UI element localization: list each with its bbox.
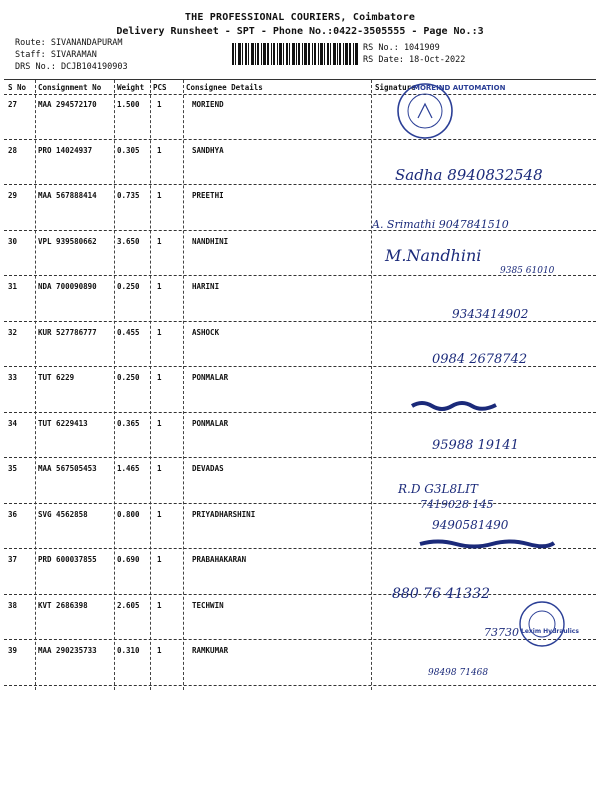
- signature: Sadha 8940832548: [395, 166, 543, 184]
- cell-pcs: 1: [157, 100, 162, 109]
- cell-weight: 0.310: [117, 646, 140, 655]
- col-header-pcs: PCS: [153, 83, 167, 92]
- cell-weight: 0.250: [117, 373, 140, 382]
- cell-consignment: KUR 527786777: [38, 327, 97, 337]
- column-divider: [371, 80, 372, 690]
- cell-sno: 37: [8, 555, 18, 564]
- cell-sno: 31: [8, 282, 18, 291]
- row-rule: [4, 457, 596, 458]
- cell-consignment: SVG 4562858: [38, 509, 88, 519]
- cell-pcs: 1: [157, 236, 162, 246]
- cell-pcs: 1: [157, 464, 162, 473]
- signature: 9490581490: [432, 518, 509, 532]
- cell-pcs: 1: [157, 373, 162, 382]
- rs-date-label: RS Date: 18-Oct-2022: [363, 55, 466, 65]
- column-divider: [35, 80, 36, 690]
- cell-consignment: MAA 567505453: [38, 464, 97, 473]
- signature: 95988 19141: [432, 438, 519, 453]
- scribble-mark: [410, 398, 500, 412]
- row-rule: [4, 503, 596, 504]
- row-rule: [4, 639, 596, 640]
- stamp-text-2: Lexim Hydraulics: [521, 628, 579, 635]
- cell-consignee: DEVADAS: [192, 464, 224, 473]
- cell-consignee: PREETHI: [192, 191, 224, 200]
- barcode: [232, 43, 358, 65]
- cell-consignment: KVT 2686398: [38, 600, 88, 610]
- table-top-rule: [4, 79, 596, 80]
- staff-label: Staff: SIVARAMAN: [15, 50, 97, 60]
- signature: M.Nandhini: [385, 246, 482, 265]
- cell-consignee: PONMALAR: [192, 373, 229, 382]
- cell-weight: 0.305: [117, 145, 140, 155]
- row-rule: [4, 594, 596, 595]
- cell-sno: 32: [8, 327, 18, 337]
- signature: R.D G3L8LIT: [398, 482, 478, 496]
- col-header-weight: Weight: [117, 83, 145, 92]
- cell-pcs: 1: [157, 145, 162, 155]
- cell-pcs: 1: [157, 191, 162, 200]
- scribble-mark: [418, 538, 556, 550]
- cell-consignment: PRD 600037855: [38, 555, 97, 564]
- signature: A. Srimathi 9047841510: [372, 218, 509, 231]
- col-header-sno: S No: [8, 83, 27, 92]
- cell-sno: 35: [8, 464, 18, 473]
- cell-sno: 27: [8, 100, 18, 109]
- cell-consignee: PRIYADHARSHINI: [192, 509, 256, 519]
- cell-weight: 3.650: [117, 236, 140, 246]
- meta-right-block: [363, 42, 465, 66]
- signature: 0984 2678742: [432, 352, 528, 367]
- cell-consignee: HARINI: [192, 282, 220, 291]
- cell-weight: 0.365: [117, 418, 140, 428]
- col-header-consignment: Consignment No: [38, 83, 102, 92]
- cell-sno: 30: [8, 236, 18, 246]
- cell-sno: 38: [8, 600, 18, 610]
- cell-sno: 29: [8, 191, 18, 200]
- cell-consignment: NDA 700090890: [38, 282, 97, 291]
- cell-consignee: ASHOCK: [192, 327, 220, 337]
- cell-sno: 36: [8, 509, 18, 519]
- route-label: Route: SIVANANDAPURAM: [15, 38, 123, 48]
- cell-consignee: RAMKUMAR: [192, 646, 229, 655]
- cell-weight: 0.690: [117, 555, 140, 564]
- column-divider: [150, 80, 151, 690]
- row-rule: [4, 184, 596, 185]
- cell-pcs: 1: [157, 509, 162, 519]
- cell-consignment: MAA 567888414: [38, 191, 97, 200]
- cell-weight: 0.800: [117, 509, 140, 519]
- signature: 7419028 145: [420, 498, 494, 511]
- cell-consignment: TUT 6229: [38, 373, 75, 382]
- cell-weight: 0.250: [117, 282, 140, 291]
- cell-weight: 1.465: [117, 464, 140, 473]
- cell-pcs: 1: [157, 600, 162, 610]
- row-rule: [4, 412, 596, 413]
- rs-no-label: RS No.: 1041909: [363, 43, 440, 53]
- cell-consignment: MAA 294572170: [38, 100, 97, 109]
- cell-consignment: MAA 290235733: [38, 646, 97, 655]
- cell-pcs: 1: [157, 646, 162, 655]
- cell-consignee: PRABAHAKARAN: [192, 555, 247, 564]
- row-rule: [4, 139, 596, 140]
- cell-pcs: 1: [157, 327, 162, 337]
- column-divider: [183, 80, 184, 690]
- row-rule: [4, 685, 596, 686]
- stamp-text: MOREIND AUTOMATION: [413, 84, 506, 92]
- cell-consignee: NANDHINI: [192, 236, 229, 246]
- cell-pcs: 1: [157, 418, 162, 428]
- meta-left-block: [15, 37, 128, 73]
- cell-consignment: PRO 14024937: [38, 145, 93, 155]
- drs-label: DRS No.: DCJB104190903: [15, 62, 128, 72]
- cell-consignee: SANDHYA: [192, 145, 224, 155]
- cell-consignment: VPL 939580662: [38, 236, 97, 246]
- signature: 98498 71468: [428, 668, 489, 678]
- company-stamp-2: [518, 600, 566, 648]
- cell-weight: 0.735: [117, 191, 140, 200]
- signature: 880 76 41332: [392, 586, 490, 602]
- document-title: THE PROFESSIONAL COURIERS, Coimbatore: [184, 12, 416, 23]
- cell-weight: 0.455: [117, 327, 140, 337]
- cell-consignment: TUT 6229413: [38, 418, 88, 428]
- cell-sno: 39: [8, 646, 18, 655]
- signature: 9385 61010: [500, 266, 555, 276]
- column-divider: [114, 80, 115, 690]
- cell-weight: 1.500: [117, 100, 140, 109]
- col-header-details: Consignee Details: [186, 83, 263, 92]
- cell-pcs: 1: [157, 555, 162, 564]
- cell-pcs: 1: [157, 282, 162, 291]
- cell-consignee: MORIEND: [192, 100, 224, 109]
- cell-consignee: TECHWIN: [192, 600, 224, 610]
- document-subtitle: Delivery Runsheet - SPT - Phone No.:0422-3505555 - Page No.:3: [116, 26, 484, 37]
- col-header-signature: Signature: [375, 83, 416, 92]
- cell-weight: 2.605: [117, 600, 140, 610]
- signature: 9343414902: [452, 307, 529, 321]
- cell-sno: 34: [8, 418, 18, 428]
- signature: 73730: [484, 626, 519, 639]
- cell-consignee: PONMALAR: [192, 418, 229, 428]
- header-rule: [4, 94, 596, 95]
- cell-sno: 28: [8, 145, 18, 155]
- cell-sno: 33: [8, 373, 18, 382]
